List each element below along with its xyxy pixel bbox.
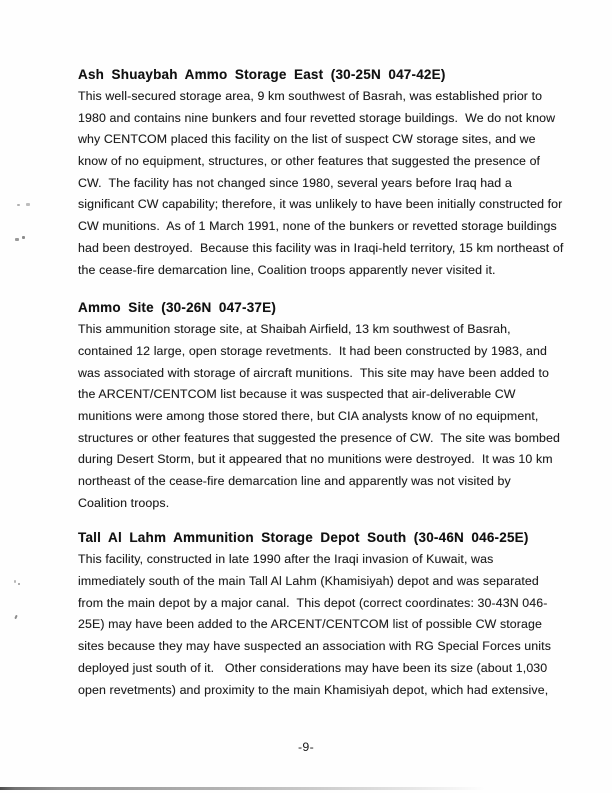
section-ash-shuaybah — [78, 64, 580, 281]
document-body — [78, 64, 580, 701]
text-line: from the main depot by a major canal. This depot (correct coordinates: 30-43N 046- — [78, 595, 548, 610]
text-line: the ARCENT/CENTCOM list because it was suspected that air-deliverable CW — [78, 387, 516, 402]
text-line: structures or other features that suggested the presence of CW. The site was bombed — [78, 430, 561, 445]
text-line: This ammunition storage site, at Shaibah Airfield, 13 km southwest of Basrah, — [78, 322, 511, 337]
section-tall-al-lahm — [78, 527, 580, 701]
text-line: open revetments) and proximity to the main Khamisiyah depot, which had extensive, — [78, 682, 549, 697]
text-line: deployed just south of it. Other considerations may have been its size (about 1,030 — [78, 660, 548, 675]
section-ammo-site — [78, 297, 580, 514]
text-line: sites because they may have suspected an association with RG Special Forces units — [78, 639, 551, 654]
section-heading: Tall Al Lahm Ammunition Storage Depot South (30-46N 046-25E) — [78, 530, 529, 546]
text-line: This facility, constructed in late 1990 after the Iraqi invasion of Kuwait, was — [78, 552, 494, 567]
text-line: during Desert Storm, but it appeared that no munitions were destroyed. It was 10 km — [78, 452, 553, 467]
scan-artifact — [17, 204, 20, 206]
page-number: -9- — [297, 740, 315, 754]
text-line: immediately south of the main Tall Al Lahm (Khamisiyah) depot and was separated — [78, 574, 539, 589]
text-line: why CENTCOM placed this facility on the list of suspect CW storage sites, and we — [78, 132, 536, 147]
text-line: 25E) may have been added to the ARCENT/CENTCOM list of possible CW storage — [78, 617, 542, 632]
text-line: 1980 and contains nine bunkers and four revetted storage buildings. We do not know — [78, 110, 556, 125]
section-heading: Ash Shuaybah Ammo Storage East (30-25N 047-42E) — [78, 67, 446, 82]
text-line: This well-secured storage area, 9 km southwest of Basrah, was established prior to — [78, 89, 543, 103]
section-paragraph — [78, 549, 580, 701]
text-line: know of no equipment, structures, or other features that suggested the presence of — [78, 154, 541, 169]
text-line: munitions were among those stored there, but CIA analysts know of no equipment, — [78, 408, 539, 423]
text-line: was associated with storage of aircraft munitions. This site may have been added to — [78, 365, 549, 380]
text-line: the cease-fire demarcation line, Coalition troops apparently never visited it. — [78, 262, 496, 277]
section-paragraph — [78, 319, 580, 514]
text-line: northeast of the cease-fire demarcation line and apparently was not visited by — [78, 474, 511, 488]
text-line: contained 12 large, open storage revetments. It had been constructed by 1983, and — [78, 343, 548, 358]
section-paragraph — [78, 86, 580, 281]
scan-artifact — [26, 203, 30, 206]
text-line: significant CW capability; therefore, it was unlikely to have been initially constructed for — [78, 197, 563, 212]
scan-artifact — [14, 580, 16, 583]
text-line: had been destroyed. Because this facility was in Iraqi-held territory, 15 km northeast of — [78, 240, 564, 255]
text-line: Coalition troops. — [78, 495, 170, 510]
scan-artifact — [18, 583, 20, 585]
text-line: CW munitions. As of 1 March 1991, none of the bunkers or revetted storage buildings — [78, 219, 557, 234]
text-line: CW. The facility has not changed since 1980, several years before Iraq had a — [78, 175, 512, 190]
scan-artifact — [14, 615, 18, 619]
scan-artifact — [22, 236, 25, 239]
scan-artifact — [15, 238, 19, 241]
section-heading: Ammo Site (30-26N 047-37E) — [78, 300, 277, 316]
scan-artifact-bottom-streak — [0, 787, 485, 790]
